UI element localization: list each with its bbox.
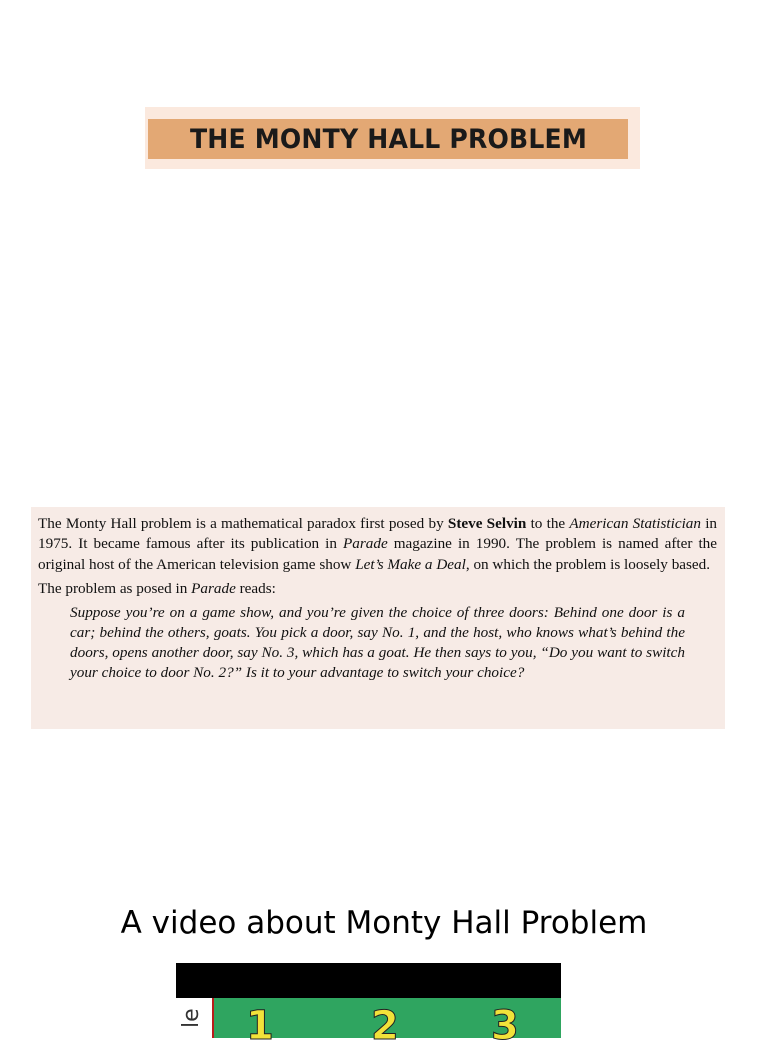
author-name: Steve Selvin bbox=[447, 515, 527, 532]
video-caption: A video about Monty Hall Problem bbox=[120, 905, 648, 941]
posed-paragraph: The problem as posed in Parade reads: bbox=[38, 579, 276, 597]
problem-quote: Suppose you’re on a game show, and you’re given the choice of three doors: Behind one door is a car; behind the others, goats. You pick a door, say No. 1, and the host, who knows what’s behind the doors, opens another door, say No. 3, which has a goat. He then says to you, “Do you want to switch your choice to door No. 2?” Is it to your advantage to switch your choice? bbox=[70, 604, 685, 682]
video-side-panel bbox=[176, 998, 214, 1038]
door-number-2: 2 bbox=[371, 1003, 399, 1049]
journal-name: American Statistician bbox=[569, 515, 701, 532]
problem-description bbox=[31, 507, 725, 729]
video-player[interactable] bbox=[176, 963, 561, 1049]
video-side-text: le bbox=[179, 1008, 204, 1028]
magazine-name: Parade bbox=[343, 535, 388, 553]
magazine-name: Parade bbox=[191, 579, 236, 597]
page-title: THE MONTY HALL PROBLEM bbox=[189, 123, 587, 155]
intro-paragraph: The Monty Hall problem is a mathematical paradox first posed by Steve Selvin to the American Statistician in 1975. It became famous after its publication in Parade magazine in 1990. The problem is named after the original host of the American television game show Let’s Make a Deal, on which the problem is loosely based. bbox=[38, 515, 718, 573]
door-number-1: 1 bbox=[246, 1003, 274, 1049]
title-banner bbox=[148, 119, 628, 159]
door-number-3: 3 bbox=[491, 1003, 519, 1049]
show-name: Let’s Make a Deal bbox=[355, 555, 466, 573]
